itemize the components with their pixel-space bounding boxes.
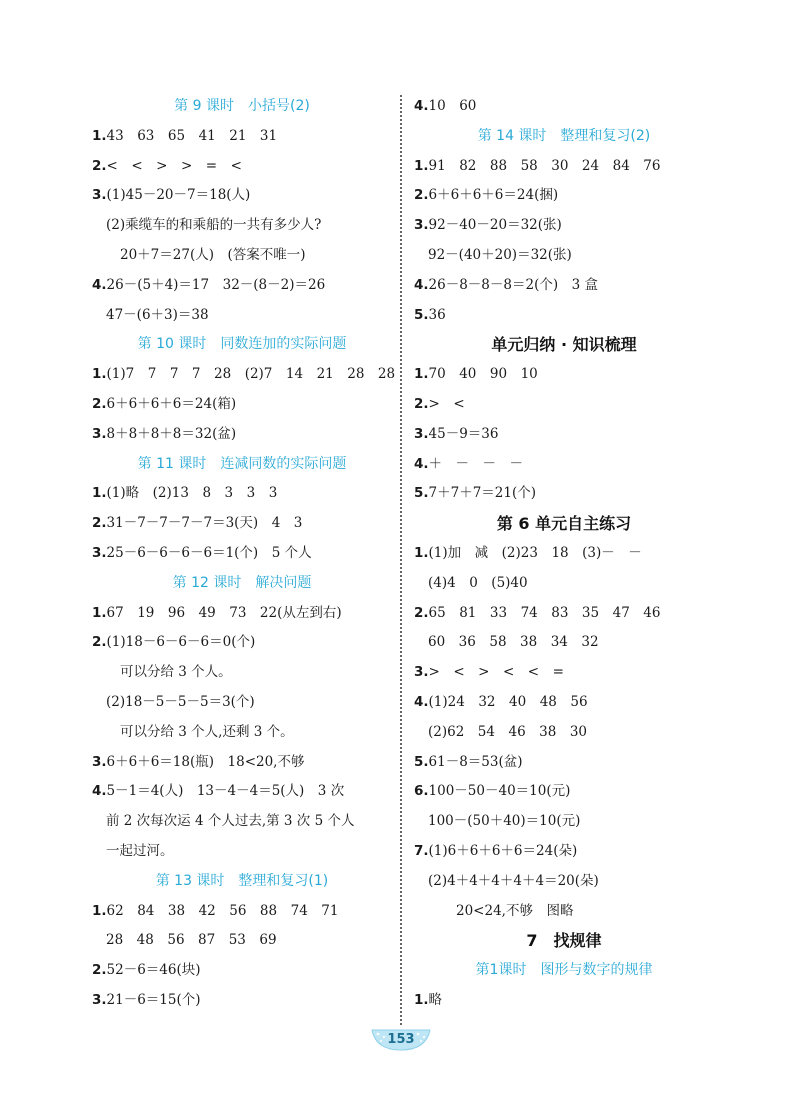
answer-continuation xyxy=(92,926,392,956)
item-number: 3. xyxy=(92,753,107,770)
answer-text: 31－7－7－7－7＝3(天) 4 3 xyxy=(106,515,303,532)
answer-item xyxy=(414,658,714,688)
answer-item xyxy=(414,479,714,509)
answer-item xyxy=(414,688,714,718)
answer-item xyxy=(92,271,392,301)
item-number: 4. xyxy=(92,276,107,293)
answer-continuation xyxy=(92,241,392,271)
item-number: 5. xyxy=(414,753,429,770)
column-divider xyxy=(400,95,402,1025)
answer-item xyxy=(92,479,392,509)
answer-text: 92－40－20＝32(张) xyxy=(428,217,562,234)
answer-item xyxy=(92,360,396,390)
answer-text: 25－6－6－6－6＝1(个) 5 个人 xyxy=(106,544,312,561)
answer-text: 可以分给 3 个人。 xyxy=(120,664,232,681)
item-number: 3. xyxy=(414,664,429,681)
answer-item xyxy=(92,152,392,182)
answer-text: 一起过河。 xyxy=(106,842,174,859)
answer-item xyxy=(414,599,714,629)
item-number: 1. xyxy=(414,544,429,561)
section-heading: 第 10 课时 同数连加的实际问题 xyxy=(137,336,347,353)
answer-item xyxy=(414,211,714,241)
answer-text: ＋ － － － xyxy=(428,455,524,472)
item-number: 3. xyxy=(92,425,107,442)
answer-item xyxy=(414,271,714,301)
answer-text: (1)24 32 40 48 56 xyxy=(428,693,588,710)
answer-item xyxy=(414,539,714,569)
answer-item xyxy=(414,837,714,867)
answer-item xyxy=(92,181,392,211)
answer-text: 67 19 96 49 73 22(从左到右) xyxy=(106,604,342,621)
answer-continuation xyxy=(92,301,392,331)
answer-continuation xyxy=(414,241,714,271)
answer-text: 100－50－40＝10(元) xyxy=(428,783,571,800)
item-number: 2. xyxy=(414,395,429,412)
answer-continuation xyxy=(92,807,392,837)
answer-item xyxy=(414,748,714,778)
answer-item xyxy=(414,92,714,122)
answer-text: 21－6＝15(个) xyxy=(106,991,201,1008)
item-number: 2. xyxy=(414,604,429,621)
answer-continuation xyxy=(414,897,714,927)
answer-text: 47－(6＋3)＝38 xyxy=(106,306,209,323)
answer-text: 5－1＝4(人) 13－4－4＝5(人) 3 次 xyxy=(106,783,345,800)
answer-text: 62 84 38 42 56 88 74 71 xyxy=(106,902,339,919)
answer-text: 8＋8＋8＋8＝32(盆) xyxy=(106,425,237,442)
page-number-badge xyxy=(370,1028,432,1052)
answer-text: 略 xyxy=(428,991,443,1008)
right-column xyxy=(414,92,714,1016)
item-number: 2. xyxy=(414,187,429,204)
answer-item xyxy=(92,897,392,927)
answer-item xyxy=(92,539,392,569)
section-heading: 第 9 课时 小括号(2) xyxy=(174,98,310,114)
item-number: 5. xyxy=(414,485,429,502)
item-number: 6. xyxy=(414,783,429,800)
answer-text: 10 60 xyxy=(428,98,477,114)
answer-item xyxy=(92,122,392,152)
answer-text: 70 40 90 10 xyxy=(428,366,538,383)
section-heading: 第 14 课时 整理和复习(2) xyxy=(477,127,651,144)
answer-text: (2)4＋4＋4＋4＋4＝20(朵) xyxy=(428,872,599,889)
answer-text: (1)45－20－7＝18(人) xyxy=(106,187,251,204)
answer-item xyxy=(92,390,392,420)
answer-text: 20<24,不够 图略 xyxy=(456,902,574,919)
answer-text: 92－(40＋20)＝32(张) xyxy=(428,246,572,263)
item-number: 1. xyxy=(92,366,107,383)
answer-continuation xyxy=(92,837,392,867)
answer-item xyxy=(92,509,392,539)
answer-text: < < > > = < xyxy=(106,157,242,174)
answer-text: 36 xyxy=(428,306,446,323)
item-number: 3. xyxy=(92,544,107,561)
item-number: 2. xyxy=(92,395,107,412)
answer-continuation xyxy=(92,211,392,241)
answer-text: (1)7 7 7 7 28 (2)7 14 21 28 28 xyxy=(106,366,396,383)
answer-text: 6＋6＋6＋6＝24(捆) xyxy=(428,187,559,204)
answer-text: (2)18－5－5－5＝3(个) xyxy=(106,693,255,710)
section-heading: 7 找规律 xyxy=(526,931,602,951)
answer-text: 20＋7＝27(人) (答案不唯一) xyxy=(120,246,306,263)
answer-item xyxy=(414,777,714,807)
answer-text: 6＋6＋6＝18(瓶) 18<20,不够 xyxy=(106,753,305,770)
item-number: 1. xyxy=(92,902,107,919)
answer-text: 26－8－8－8＝2(个) 3 盒 xyxy=(428,276,598,293)
answer-text: 28 48 56 87 53 69 xyxy=(106,932,277,949)
left-column xyxy=(92,92,396,1016)
section-heading: 单元归纳 · 知识梳理 xyxy=(491,335,637,355)
item-number: 3. xyxy=(92,991,107,1008)
item-number: 1. xyxy=(92,604,107,621)
item-number: 3. xyxy=(414,425,429,442)
answer-item xyxy=(414,986,714,1016)
item-number: 3. xyxy=(92,187,107,204)
answer-item xyxy=(92,956,392,986)
item-number: 4. xyxy=(414,455,429,472)
answer-item xyxy=(414,301,714,331)
answer-text: (2)乘缆车的和乘船的一共有多少人? xyxy=(106,217,322,234)
item-number: 4. xyxy=(414,98,429,114)
answer-text: > < xyxy=(428,395,465,412)
answer-text: 45－9＝36 xyxy=(428,425,499,442)
answer-continuation xyxy=(414,628,714,658)
section-heading: 第 13 课时 整理和复习(1) xyxy=(155,872,329,889)
item-number: 7. xyxy=(414,842,429,859)
answer-item xyxy=(92,420,392,450)
answer-text: 7＋7＋7＝21(个) xyxy=(428,485,537,502)
answer-item xyxy=(92,748,392,778)
section-heading: 第 6 单元自主练习 xyxy=(496,514,632,534)
answer-text: (1)加 减 (2)23 18 (3)－ － xyxy=(428,544,642,561)
answer-item xyxy=(92,777,392,807)
item-number: 3. xyxy=(414,217,429,234)
answer-text: 前 2 次每次运 4 个人过去,第 3 次 5 个人 xyxy=(106,813,355,830)
answer-text: 65 81 33 74 83 35 47 46 xyxy=(428,604,661,621)
page-number: 153 xyxy=(387,1032,415,1047)
answer-continuation xyxy=(414,569,714,599)
item-number: 2. xyxy=(92,634,107,651)
answer-item xyxy=(414,390,714,420)
section-heading: 第1课时 图形与数字的规律 xyxy=(475,962,653,979)
item-number: 4. xyxy=(92,783,107,800)
answer-text: (1)略 (2)13 8 3 3 3 xyxy=(106,485,278,502)
item-number: 1. xyxy=(92,485,107,502)
answer-item xyxy=(414,450,714,480)
item-number: 1. xyxy=(414,366,429,383)
item-number: 1. xyxy=(414,157,429,174)
item-number: 1. xyxy=(414,991,429,1008)
answer-continuation xyxy=(92,718,392,748)
answer-text: 可以分给 3 个人,还剩 3 个。 xyxy=(120,723,294,740)
answer-continuation xyxy=(414,867,714,897)
answer-continuation xyxy=(92,688,392,718)
answer-text: (1)18－6－6－6＝0(个) xyxy=(106,634,256,651)
answer-text: 61－8＝53(盆) xyxy=(428,753,523,770)
answer-continuation xyxy=(414,807,714,837)
answer-item xyxy=(414,420,714,450)
answer-text: > < > < < = xyxy=(428,664,564,681)
item-number: 2. xyxy=(92,157,107,174)
answer-item xyxy=(414,360,714,390)
answer-item xyxy=(414,152,714,182)
item-number: 2. xyxy=(92,962,107,979)
answer-text: 6＋6＋6＋6＝24(箱) xyxy=(106,395,237,412)
answer-text: 52－6＝46(块) xyxy=(106,962,201,979)
answer-item xyxy=(414,181,714,211)
item-number: 2. xyxy=(92,515,107,532)
answer-continuation xyxy=(414,718,714,748)
answer-text: 26－(5＋4)＝17 32－(8－2)＝26 xyxy=(106,276,326,293)
item-number: 4. xyxy=(414,276,429,293)
answer-continuation xyxy=(92,658,392,688)
answer-text: (4)4 0 (5)40 xyxy=(428,574,528,591)
answer-item xyxy=(92,599,392,629)
answer-text: 60 36 58 38 34 32 xyxy=(428,634,599,651)
section-heading: 第 11 课时 连减同数的实际问题 xyxy=(137,455,347,472)
answer-text: (2)62 54 46 38 30 xyxy=(428,723,588,740)
answer-text: (1)6＋6＋6＋6＝24(朵) xyxy=(428,842,578,859)
item-number: 1. xyxy=(92,127,107,144)
answer-text: 43 63 65 41 21 31 xyxy=(106,127,278,144)
answer-item xyxy=(92,628,392,658)
answer-item xyxy=(92,986,392,1016)
item-number: 4. xyxy=(414,693,429,710)
answer-text: 91 82 88 58 30 24 84 76 xyxy=(428,157,661,174)
item-number: 5. xyxy=(414,306,429,323)
answer-text: 100－(50＋40)＝10(元) xyxy=(428,813,581,830)
section-heading: 第 12 课时 解决问题 xyxy=(172,574,312,591)
